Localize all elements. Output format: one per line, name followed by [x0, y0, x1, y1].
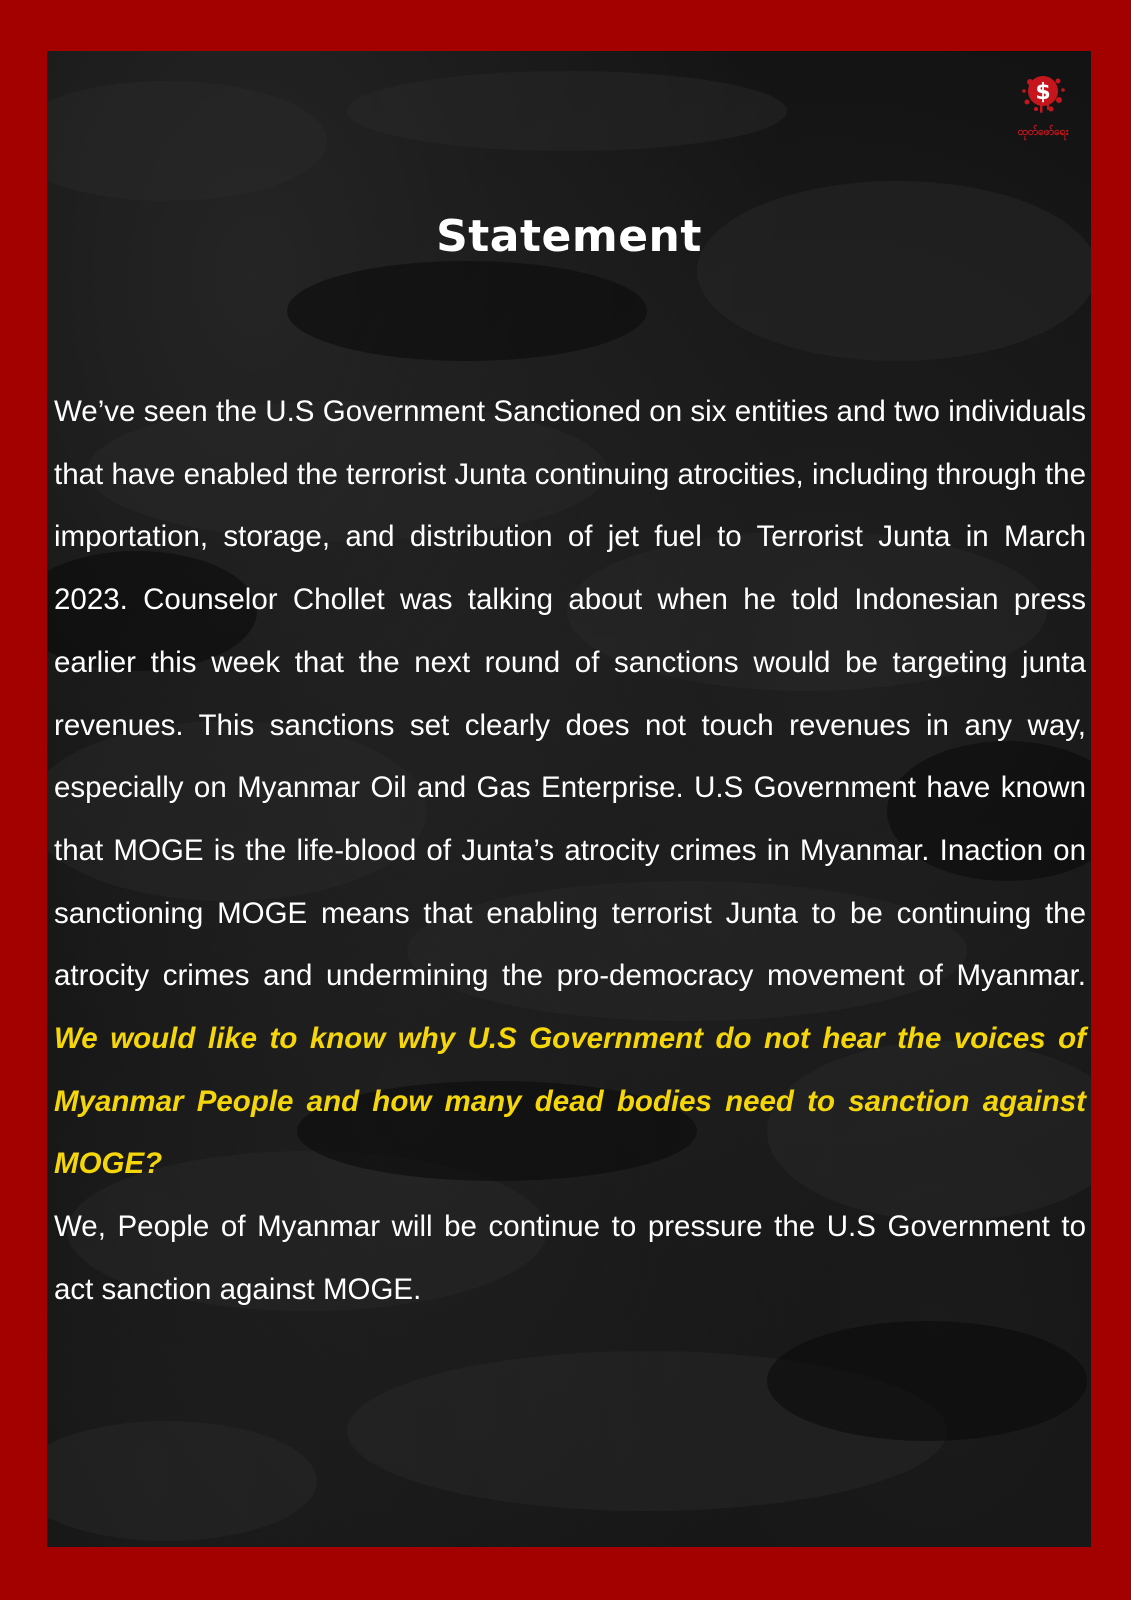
organization-logo: [1003, 69, 1083, 149]
svg-text:ထုတ်ဖော်ရေး: ထုတ်ဖော်ရေး: [1017, 126, 1069, 138]
page-title: Statement: [436, 211, 702, 262]
statement-panel: [47, 51, 1091, 1547]
dollar-sign-splatter-icon: [1003, 69, 1083, 149]
statement-paragraph: [54, 381, 1086, 1196]
svg-text:$: $: [1035, 80, 1051, 105]
highlighted-question: We would like to know why U.S Government do not hear the voices of Myanmar People and how many dead bodies need to sanction against MOGE?: [54, 1022, 1086, 1181]
statement-body: [54, 381, 1086, 1322]
closing-paragraph: We, People of Myanmar will be continue to pressure the U.S Government to act sanction against MOGE.: [54, 1210, 1086, 1306]
paragraph-text: We’ve seen the U.S Government Sanctioned on six entities and two individuals that have enabled the terrorist Junta continuing atrocities, including through the importation, storage, and distribution of jet fuel to Terrorist Junta in March 2023. Counselor Chollet was talking about when he told Indonesian press earlier this week that the next round of sanctions would be targeting junta revenues. This sanctions set clearly does not touch revenues in any way, especially on Myanmar Oil and Gas Enterprise. U.S Government have known that MOGE is the life-blood of Junta’s atrocity crimes in Myanmar. Inaction on sanctioning MOGE means that enabling terrorist Junta to be continuing the atrocity crimes and undermining the pro-democracy movement of Myanmar.: [54, 395, 1086, 993]
